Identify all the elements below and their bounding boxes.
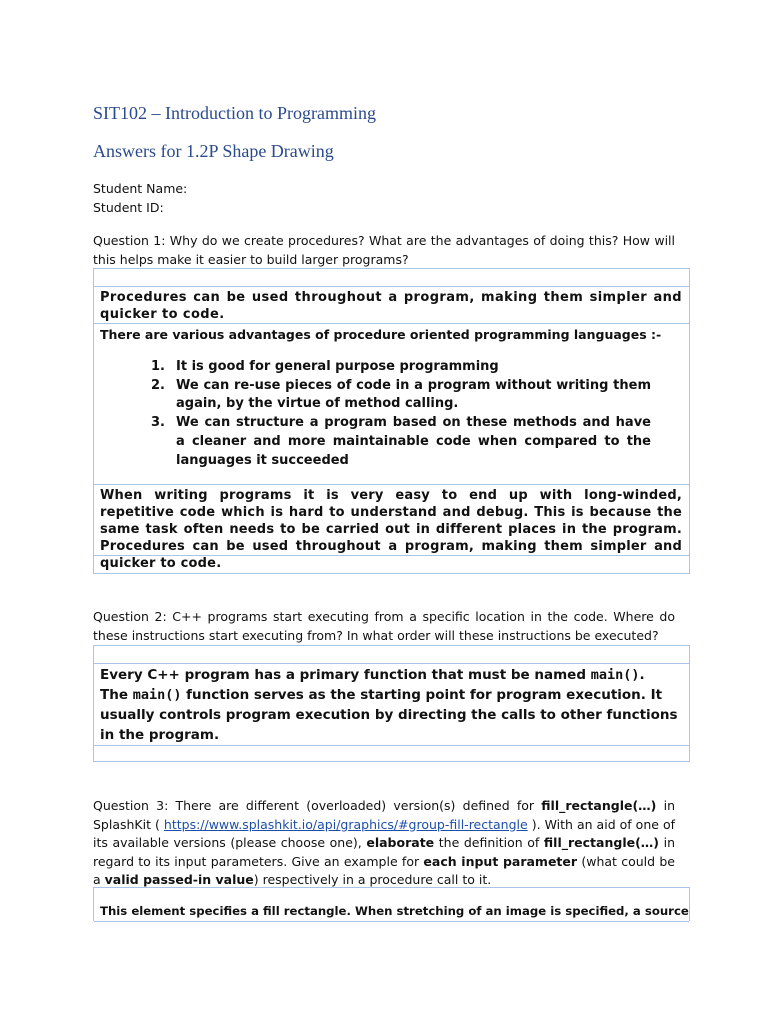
advantages-list — [151, 358, 651, 470]
answer-3-table — [93, 887, 690, 921]
course-title: SIT102 – Introduction to Programming — [93, 103, 376, 123]
list-item: 3. We can structure a program based on these methods and have a cleaner and more maintainable code when compared to the languages it succeeded — [151, 415, 651, 468]
answer-1-intro: Procedures can be used throughout a program, making them simpler and quicker to code. — [100, 290, 682, 322]
answer-2-text: Every C++ program has a primary function that must be named main(). The main() function serves as the starting point for program execution. It usually controls program execution by directing the calls to other functions in the program. — [100, 667, 678, 743]
question-1-text: Question 1: Why do we create procedures? What are the advantages of doing this? How will this helps make it easier to build larger programs? — [93, 233, 675, 267]
student-id-label: Student ID: — [93, 200, 164, 215]
student-name-label: Student Name: — [93, 181, 188, 196]
list-item: 2. We can re-use pieces of code in a program without writing them again, by the virtue of method calling. — [151, 377, 651, 412]
list-item: 1. It is good for general purpose programming — [151, 359, 499, 374]
answer-3-text: This element specifies a fill rectangle. When stretching of an image is specified, a source — [100, 904, 689, 918]
task-title: Answers for 1.2P Shape Drawing — [93, 141, 334, 161]
question-2-text: Question 2: C++ programs start executing from a specific location in the code. Where do these instructions start executing from? In what order will these instructions be executed? — [93, 609, 675, 643]
answer-2-table — [93, 645, 690, 762]
answer-1-conclusion: When writing programs it is very easy to end up with long-winded, repetitive code which is hard to understand and debug. This is because the same task often needs to be carried out in different places in the program. Procedures can be used throughout a program, making them simpler and quicker to code. — [100, 488, 682, 571]
splashkit-link[interactable]: https://www.splashkit.io/api/graphics/#group-fill-rectangle — [163, 816, 528, 832]
code-main: main() — [590, 667, 640, 683]
question-3-text: Question 3: There are different (overloaded) version(s) defined for fill_rectangle(…) in SplashKit ( https://www.splashkit.io/api/graphics/#group-fill-rectangle ). With an aid of one of its available versions (please choose one), elaborate the definition of fill_rectangle(…) in regard to its input parameters. Give an example for each input parameter (what could be a valid passed-in value) respectively in a procedure call to it. — [93, 798, 676, 887]
advantages-heading: There are various advantages of procedure oriented programming languages :- — [100, 327, 662, 342]
code-main: main() — [132, 687, 182, 703]
answer-1-table — [93, 268, 690, 574]
